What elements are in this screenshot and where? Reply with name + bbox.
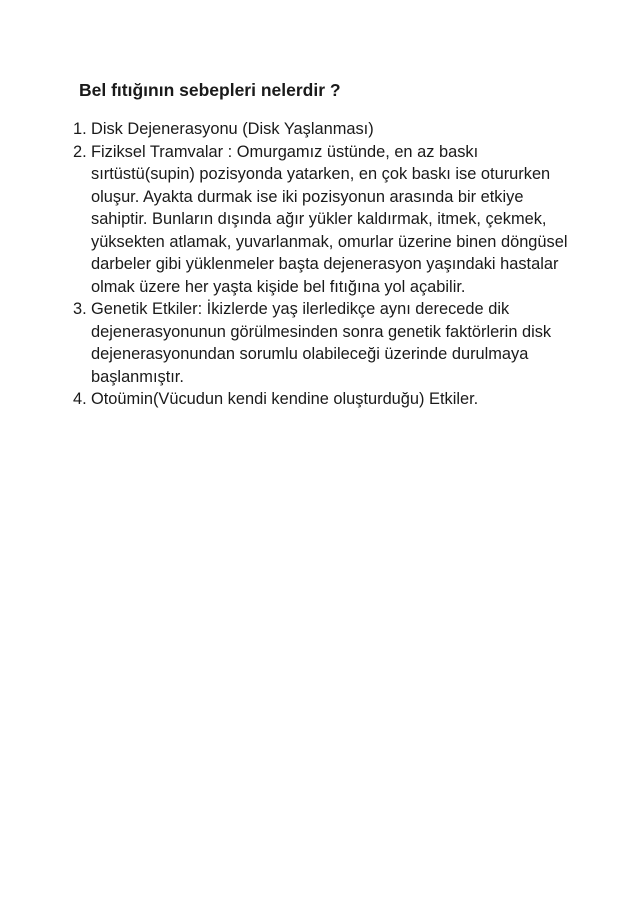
list-item-number: 3. <box>73 300 87 318</box>
list-item <box>73 141 573 299</box>
list-item <box>73 118 573 141</box>
list-item-text: Genetik Etkiler: İkizlerde yaş ilerledikçe aynı derecede dik dejenerasyonunun görülmesinden sonra genetik faktörlerin disk dejenerasyonundan sorumlu olabileceği üzerinde durulmaya başlanmıştır. <box>91 300 552 386</box>
list-item-text: Fiziksel Tramvalar : Omurgamız üstünde, en az baskı sırtüstü(supin) pozisyonda yatarken, en çok baskı ise otururken oluşur. Ayakta durmak ise iki pozisyonun arasında bir etkiye sahiptir. Bunların dışında ağır yükler kaldırmak, itmek, çekmek, yüksekten atlamak, yuvarlanmak, omurlar üzerine binen döngüsel darbeler gibi yüklenmeler başta dejenerasyon yaşındaki hastalar olmak üzere her yaşta kişide bel fıtığına yol açabilir. <box>91 142 568 296</box>
list-item <box>73 388 573 411</box>
causes-list <box>73 118 573 411</box>
list-item-number: 4. <box>73 390 87 408</box>
page-title: Bel fıtığının sebepleri nelerdir ? <box>79 80 341 100</box>
list-item <box>73 298 573 388</box>
list-item-number: 1. <box>73 120 87 138</box>
list-item-number: 2. <box>73 142 87 161</box>
list-item-text: Otoümin(Vücudun kendi kendine oluşturduğu) Etkiler. <box>91 390 479 408</box>
list-item-text: Disk Dejenerasyonu (Disk Yaşlanması) <box>91 120 374 138</box>
